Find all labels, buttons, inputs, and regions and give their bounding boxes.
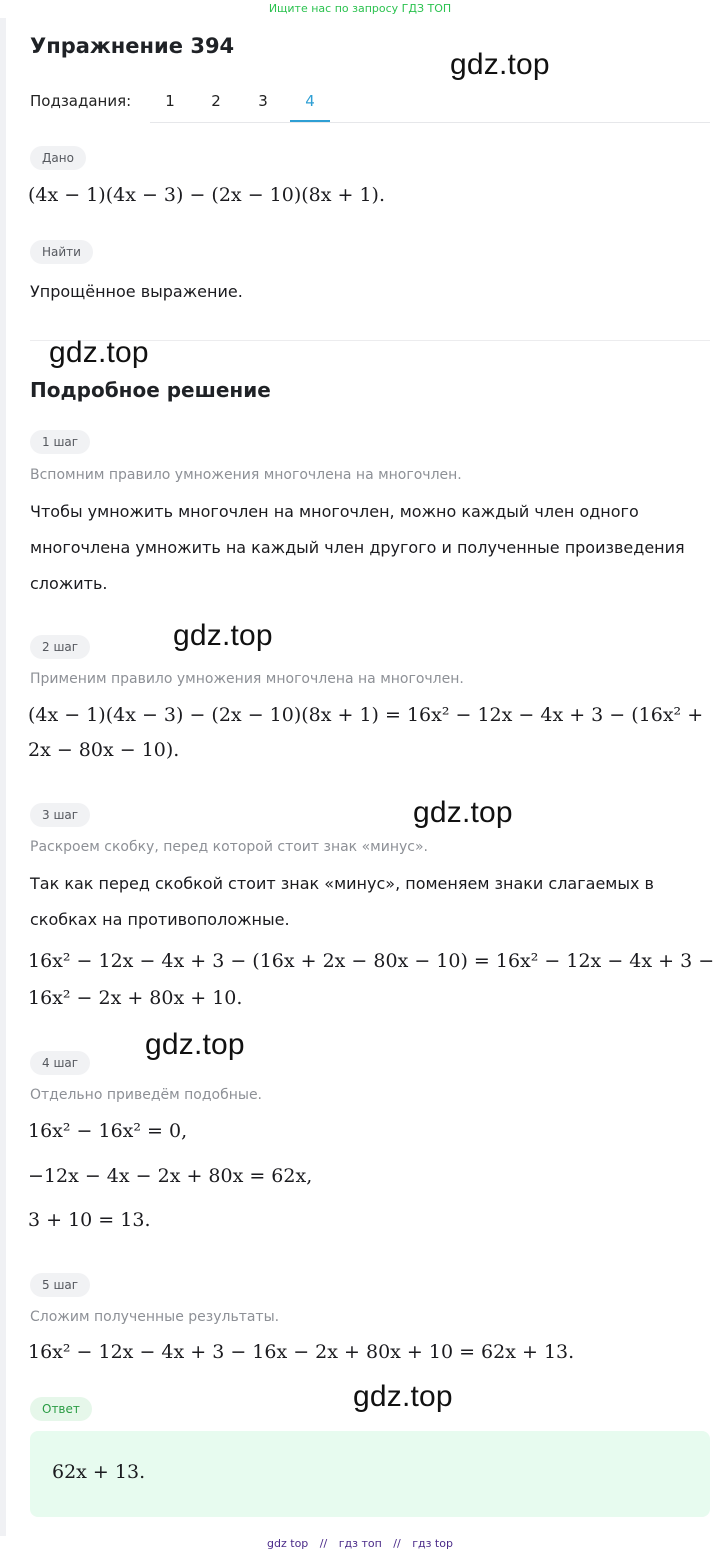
footer bbox=[0, 1537, 720, 1550]
answer-chip: Ответ bbox=[30, 1397, 92, 1421]
find-text: Упрощённое выражение. bbox=[30, 282, 243, 301]
step-5-hint: Сложим полученные результаты. bbox=[30, 1309, 280, 1325]
subtasks-label: Подзадания: bbox=[30, 92, 132, 110]
step-4-math-line-1: 16x² − 16x² = 0, bbox=[28, 1120, 188, 1142]
footer-link[interactable]: гдз топ bbox=[338, 1537, 382, 1550]
top-banner: Ищите нас по запросу ГДЗ ТОП bbox=[268, 2, 452, 15]
tab-subtask-4[interactable]: 4 bbox=[305, 92, 315, 110]
step-2-hint: Применим правило умножения многочлена на многочлен. bbox=[30, 671, 464, 687]
tab-subtask-3[interactable]: 3 bbox=[258, 92, 268, 110]
left-rail bbox=[0, 18, 6, 1536]
footer-link[interactable]: gdz top bbox=[267, 1537, 309, 1550]
exercise-card bbox=[8, 18, 720, 1536]
step-3-text: Так как перед скобкой стоит знак «минус», поменяем знаки слагаемых в скобках на противоположные. bbox=[30, 874, 654, 929]
step-4-hint: Отдельно приведём подобные. bbox=[30, 1087, 263, 1103]
step-3-hint: Раскроем скобку, перед которой стоит знак «минус». bbox=[30, 839, 428, 855]
solution-title: Подробное решение bbox=[30, 378, 271, 402]
active-tab-indicator bbox=[290, 120, 330, 122]
step-4-math-line-2: −12x − 4x − 2x + 80x = 62x, bbox=[28, 1165, 313, 1187]
step-2-chip: 2 шаг bbox=[30, 635, 90, 659]
tab-subtask-1[interactable]: 1 bbox=[165, 92, 175, 110]
step-1-chip: 1 шаг bbox=[30, 430, 90, 454]
step-4-math-line-3: 3 + 10 = 13. bbox=[28, 1209, 151, 1231]
step-5-math: 16x² − 12x − 4x + 3 − 16x − 2x + 80x + 10 = 62x + 13. bbox=[28, 1341, 575, 1363]
step-3-math-line-1: 16x² − 12x − 4x + 3 − (16x + 2x − 80x − 10) = 16x² − 12x − 4x + 3 − bbox=[28, 950, 715, 972]
watermark: gdz.top bbox=[450, 48, 550, 81]
step-2-math-line-1: (4x − 1)(4x − 3) − (2x − 10)(8x + 1) = 16x² − 12x − 4x + 3 − (16x² + bbox=[28, 704, 704, 726]
step-2-math-line-2: 2x − 80x − 10). bbox=[28, 739, 180, 761]
exercise-title: Упражнение 394 bbox=[30, 34, 235, 58]
subtask-tabs bbox=[150, 82, 710, 123]
tab-subtask-2[interactable]: 2 bbox=[211, 92, 221, 110]
watermark: gdz.top bbox=[49, 336, 149, 369]
footer-link[interactable]: гдз top bbox=[412, 1537, 453, 1550]
step-1-hint: Вспомним правило умножения многочлена на многочлен. bbox=[30, 467, 462, 483]
footer-separator: // bbox=[393, 1537, 401, 1550]
given-expression: (4x − 1)(4x − 3) − (2x − 10)(8x + 1). bbox=[28, 184, 385, 206]
given-chip: Дано bbox=[30, 146, 86, 170]
watermark: gdz.top bbox=[173, 619, 273, 652]
footer-separator: // bbox=[319, 1537, 328, 1550]
step-1-text: Чтобы умножить многочлен на многочлен, можно каждый член одного многочлена умножить на каждый член другого и полученные произведения сложить. bbox=[30, 502, 685, 593]
find-chip: Найти bbox=[30, 240, 93, 264]
watermark: gdz.top bbox=[353, 1380, 453, 1413]
watermark: gdz.top bbox=[413, 796, 513, 829]
watermark: gdz.top bbox=[145, 1028, 245, 1061]
answer-value: 62x + 13. bbox=[52, 1461, 146, 1483]
step-3-math-line-2: 16x² − 2x + 80x + 10. bbox=[28, 987, 243, 1009]
answer-box bbox=[30, 1431, 710, 1517]
step-5-chip: 5 шаг bbox=[30, 1273, 90, 1297]
step-4-chip: 4 шаг bbox=[30, 1051, 90, 1075]
step-3-chip: 3 шаг bbox=[30, 803, 90, 827]
